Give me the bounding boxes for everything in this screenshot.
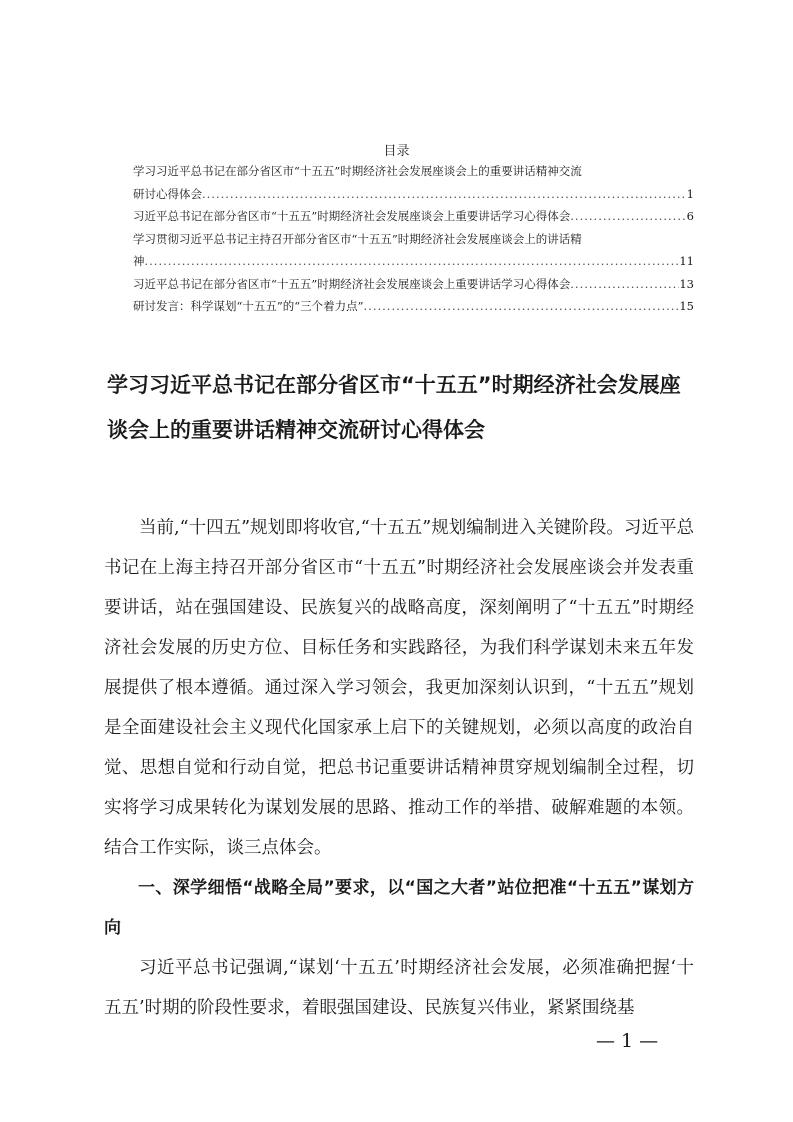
toc-entry[interactable] [133,205,694,228]
toc-leader-dots [570,205,686,228]
toc-entry-title-cont: 神 [133,254,145,268]
toc-entry-title-cont: 研讨心得体会 [133,186,202,201]
toc-entry-title: 学习习近平总书记在部分省区市“十五五”时期经济社会发展座谈会上的重要讲话精神交流 [133,164,582,178]
toc-page-number: 13 [679,276,694,291]
section-heading: 一、深学细悟“战略全局”要求，以“国之大者”站位把准“十五五”谋划方向 [104,878,694,938]
toc-leader-dots [202,183,687,206]
toc-page-number: 1 [686,186,694,201]
paragraph: 当前,“十四五”规划即将收官,“十五五”规划编制进入关键阶段。习近平总书记在上海主持召开部分省区市“十五五”时期经济社会发展座谈会并发表重要讲话，站在强国建设、民族复兴的战略高度，深刻阐明了“十五五”时期经济社会发展的历史方位、目标任务和实践路径，为我们科学谋划未来五年发展提供了根本遵循。通过深入学习领会，我更加深刻认识到，“十五五”规划是全面建设社会主义现代化国家承上启下的关键规划，必须以高度的政治自觉、思想自觉和行动自觉，把总书记重要讲话精神贯穿规划编制全过程，切实将学习成果转化为谋划发展的思路、推动工作的举措、破解难题的本领。结合工作实际，谈三点体会。 [104,518,694,858]
table-of-contents [133,160,694,318]
toc-entry[interactable] [133,160,694,205]
toc-entry[interactable] [133,295,694,318]
toc-entry-title: 研讨发言：科学谋划“十五五”的“三个着力点” [133,299,364,313]
toc-entry[interactable] [133,273,694,296]
page-number: — 1 — [596,1030,659,1052]
article-body [104,508,694,1028]
toc-title: 目录 [383,144,410,159]
toc-leader-dots [570,273,679,296]
toc-leader-dots [145,250,680,273]
toc-entry-title: 习近平总书记在部分省区市“十五五”时期经济社会发展座谈会上重要讲话学习心得体会 [133,276,571,291]
toc-page-number: 15 [679,299,694,313]
paragraph: 习近平总书记强调,“谋划‘十五五’时期经济社会发展，必须准确把握‘十五五’时期的阶段性要求，着眼强国建设、民族复兴伟业，紧紧围绕基 [104,958,694,1018]
article-title: 学习习近平总书记在部分省区市“十五五”时期经济社会发展座谈会上的重要讲话精神交流研讨心得体会 [107,373,681,442]
toc-entry-title: 学习贯彻习近平总书记主持召开部分省区市“十五五”时期经济社会发展座谈会上的讲话精 [133,231,582,246]
toc-page-number: 11 [679,254,694,268]
toc-page-number: 6 [686,209,694,223]
toc-leader-dots [364,295,680,318]
toc-entry[interactable] [133,228,694,273]
toc-entry-title: 习近平总书记在部分省区市“十五五”时期经济社会发展座谈会上重要讲话学习心得体会 [133,209,571,223]
